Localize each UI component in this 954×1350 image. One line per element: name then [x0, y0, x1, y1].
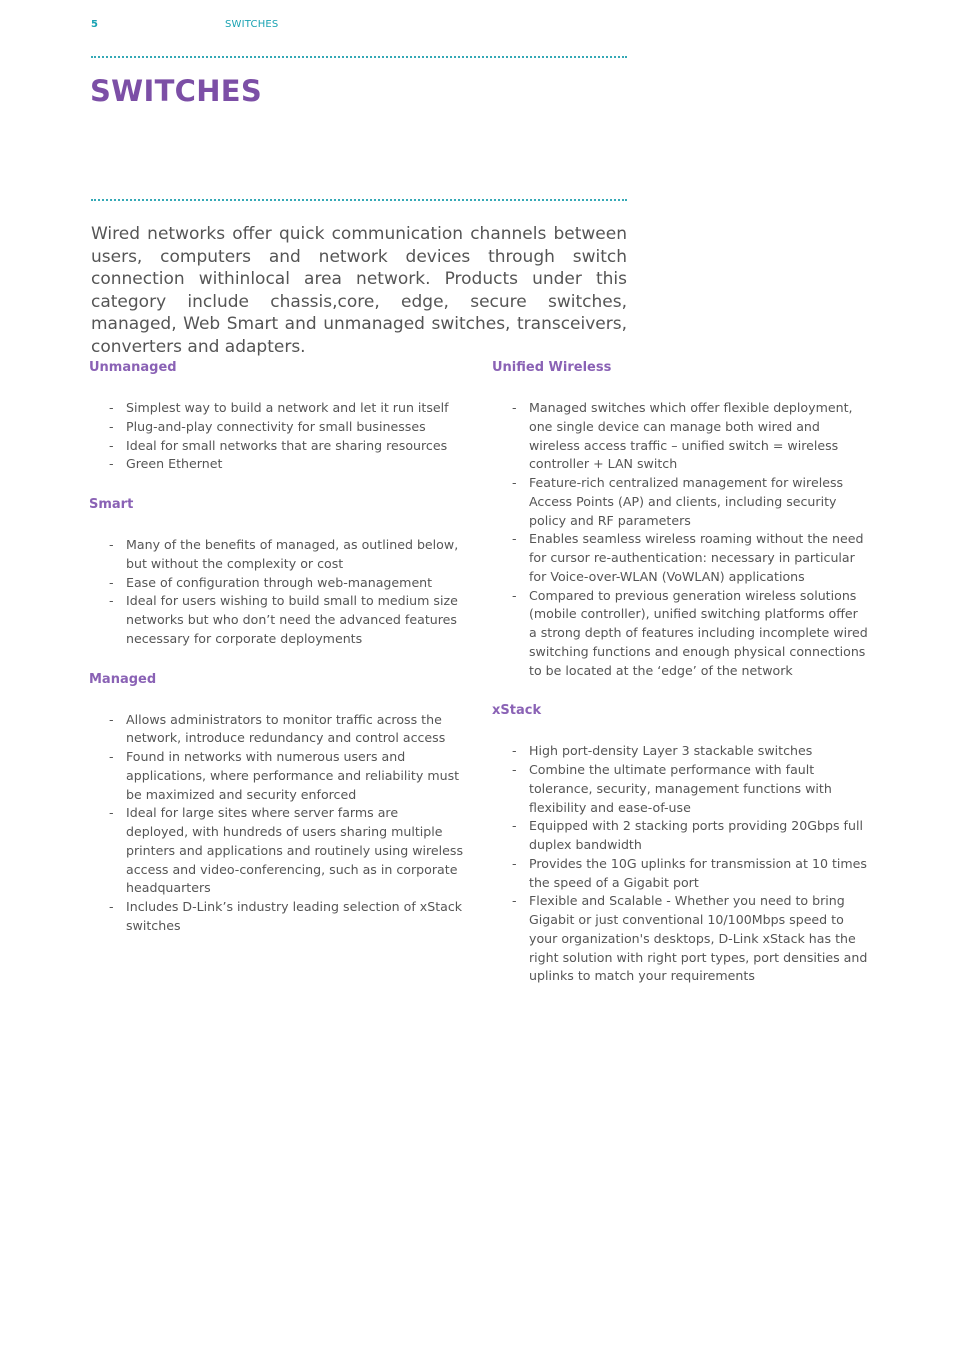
- left-column: [89, 358, 464, 957]
- list-item-text: Found in networks with numerous users and applications, where performance and reliability must be maximized and security enforced: [126, 749, 460, 802]
- bullet-dash: -: [512, 743, 517, 759]
- list-item: [492, 892, 868, 986]
- list-item-text: Managed switches which offer flexible deployment, one single device can manage both wired and wireless access traffic – unified switch = wireless controller + LAN switch: [529, 400, 853, 472]
- list-item: [89, 536, 464, 574]
- list-item: [492, 742, 868, 761]
- list-item: [89, 399, 464, 418]
- bullet-dash: -: [109, 537, 114, 552]
- list-item-text: Equipped with 2 stacking ports providing 20Gbps full duplex bandwidth: [529, 818, 863, 852]
- bullet-dash: -: [109, 437, 114, 453]
- list-item: [89, 711, 464, 749]
- top-dotted-rule: [91, 56, 627, 58]
- list-item: [492, 530, 868, 586]
- list-item: [89, 437, 464, 456]
- list-item: [492, 474, 868, 530]
- list-item-text: Compared to previous generation wireless solutions (mobile controller), unified switching platforms offer a strong depth of features including incomplete wired switching functions and enough physical connections to be located at the ‘edge’ of the network: [529, 587, 868, 678]
- list-item-text: Ideal for large sites where server farms are deployed, with hundreds of users sharing multiple printers and applications and routinely using wireless access and video-conferencing, such as in corporate headquarters: [126, 805, 464, 896]
- page-title: SWITCHES: [90, 74, 263, 108]
- list-item-text: Ideal for small networks that are sharing resources: [126, 437, 448, 453]
- page-number: 5: [91, 19, 98, 30]
- bullet-dash: -: [109, 805, 114, 821]
- list-item: [492, 399, 868, 474]
- list-item-text: Many of the benefits of managed, as outlined below, but without the complexity or cost: [126, 537, 459, 571]
- middle-dotted-rule: [91, 199, 627, 201]
- list-item-text: Provides the 10G uplinks for transmission at 10 times the speed of a Gigabit port: [529, 855, 867, 890]
- list-item-text: Ideal for users wishing to build small to medium size networks but who don’t need the advanced features necessary for corporate deployments: [126, 593, 458, 646]
- bullet-dash: -: [109, 456, 114, 472]
- list-item-text: Green Ethernet: [126, 456, 223, 472]
- bullet-dash: -: [109, 711, 114, 727]
- list-item: [89, 418, 464, 437]
- list-item-text: Enables seamless wireless roaming without the need for cursor re-authentication: necessary in particular for Voice-over-WLAN (VoWLAN) applications: [529, 531, 864, 584]
- list-item-text: Allows administrators to monitor traffic across the network, introduce redundancy and control access: [126, 711, 446, 746]
- bullet-dash: -: [512, 855, 517, 871]
- bullet-dash: -: [109, 749, 114, 764]
- list-item-text: Includes D-Link’s industry leading selection of xStack switches: [126, 899, 463, 933]
- list-item-text: Combine the ultimate performance with fault tolerance, security, management functions with flexibility and ease-of-use: [529, 762, 832, 815]
- bullet-list-unified-wireless: [492, 399, 868, 680]
- section-heading-xstack: xStack: [492, 703, 542, 719]
- list-item: [89, 748, 464, 804]
- list-item: [89, 574, 464, 593]
- bullet-dash: -: [512, 400, 517, 415]
- section-heading-unmanaged: Unmanaged: [89, 360, 177, 375]
- bullet-dash: -: [512, 893, 517, 909]
- list-item-text: Plug-and-play connectivity for small businesses: [126, 418, 426, 434]
- bullet-dash: -: [109, 400, 114, 415]
- bullet-list-smart: [89, 536, 464, 649]
- list-item: [89, 804, 464, 898]
- running-header: SWITCHES: [225, 19, 279, 30]
- list-item-text: Simplest way to build a network and let it run itself: [126, 400, 449, 415]
- section-heading-managed: Managed: [89, 671, 157, 687]
- bullet-dash: -: [512, 762, 517, 777]
- section-heading-smart: Smart: [89, 497, 134, 512]
- list-item: [89, 455, 464, 474]
- intro-paragraph: Wired networks offer quick communication channels between users, computers and network devices through switch connection withinlocal area network. Products under this category include chassis,core, edge, secure switches, managed, Web Smart and unmanaged switches, transceivers, converters and adapters.: [91, 224, 627, 357]
- bullet-dash: -: [109, 593, 114, 609]
- list-item: [492, 587, 868, 681]
- list-item: [89, 592, 464, 648]
- section-heading-unified-wireless: Unified Wireless: [492, 360, 612, 375]
- list-item: [492, 761, 868, 817]
- bullet-list-unmanaged: [89, 399, 464, 474]
- bullet-dash: -: [512, 587, 517, 603]
- list-item-text: Flexible and Scalable - Whether you need to bring Gigabit or just conventional 10/100Mbps speed to your organization's desktops, D-Link xStack has the right solution with right port types, port densities and uplinks to match your requirements: [529, 893, 868, 984]
- list-item: [89, 898, 464, 936]
- bullet-list-managed: [89, 711, 464, 936]
- right-column: [492, 358, 868, 1007]
- bullet-dash: -: [512, 475, 517, 490]
- bullet-dash: -: [512, 531, 517, 547]
- list-item-text: Ease of configuration through web-management: [126, 574, 433, 590]
- list-item: [492, 855, 868, 893]
- list-item-text: Feature-rich centralized management for wireless Access Points (AP) and clients, including security policy and RF parameters: [529, 475, 844, 528]
- bullet-dash: -: [109, 899, 114, 914]
- bullet-dash: -: [109, 574, 114, 590]
- bullet-dash: -: [512, 818, 517, 834]
- list-item-text: High port-density Layer 3 stackable switches: [529, 743, 813, 759]
- bullet-dash: -: [109, 418, 114, 434]
- list-item: [492, 817, 868, 855]
- bullet-list-xstack: [492, 742, 868, 986]
